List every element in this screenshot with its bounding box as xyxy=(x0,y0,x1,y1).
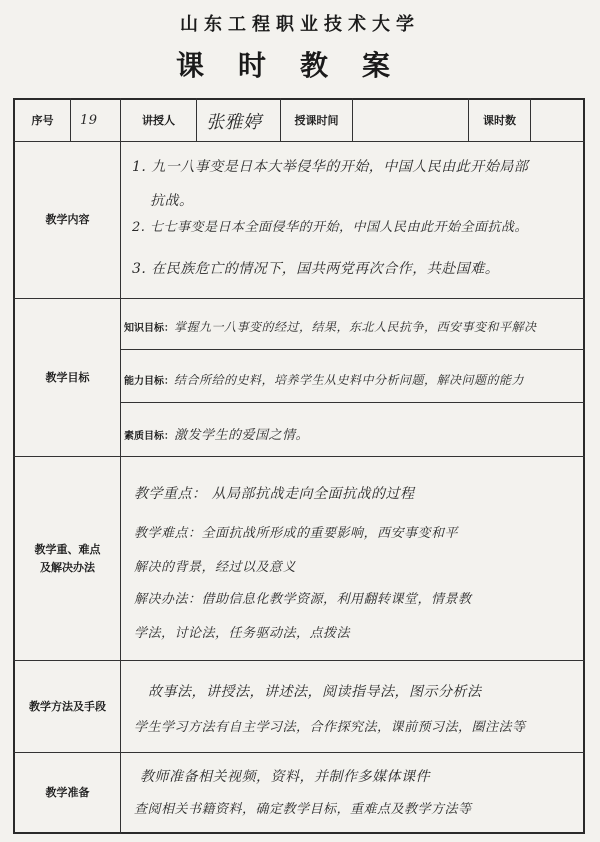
prep-line: 查阅相关书籍资料，确定教学目标，重难点及教学方法等 xyxy=(134,802,472,817)
document-title: 课时教案 xyxy=(175,49,424,82)
keypoints-label-line: 及解决办法 xyxy=(40,560,95,574)
keypoints-line: 教学难点：全面抗战所形成的重要影响，西安事变和平 xyxy=(134,526,459,541)
ability-goal-label: 能力目标： xyxy=(124,376,174,387)
prep-line: 教师准备相关视频，资料，并制作多媒体课件 xyxy=(140,769,430,785)
methods-label: 教学方法及手段 xyxy=(29,699,106,713)
quality-goal-value: 激发学生的爱国之情。 xyxy=(174,428,310,443)
keypoints-line: 解决办法：借助信息化教学资源，利用翻转课堂，情景教 xyxy=(134,592,472,607)
quality-goal-label: 素质目标： xyxy=(124,431,174,442)
methods-line: 故事法，讲授法，讲述法，阅读指导法，图示分析法 xyxy=(148,684,482,700)
knowledge-goal-label: 知识目标： xyxy=(124,323,174,334)
rule-lecturer-divider xyxy=(196,98,197,142)
school-name: 山东工程职业技术大学 xyxy=(180,14,420,35)
knowledge-goal-value: 掌握九一八事变的经过，结果，东北人民抗争，西安事变和平解决 xyxy=(174,320,537,334)
rule-hours-value-divider xyxy=(530,98,531,142)
content-line: 2. 七七事变是日本全面侵华的开始，中国人民由此开始全面抗战。 xyxy=(132,220,529,235)
rule-knowledge-bottom xyxy=(120,349,585,350)
ability-goal xyxy=(124,371,524,388)
rule-seq-divider xyxy=(70,98,71,142)
content-line: 1. 九一八事变是日本大举侵华的开始，中国人民由此开始局部 xyxy=(132,159,529,175)
content-label: 教学内容 xyxy=(45,213,90,226)
keypoints-line: 教学重点： 从局部抗战走向全面抗战的过程 xyxy=(134,486,415,502)
keypoints-label-line: 教学重、难点 xyxy=(34,542,101,556)
keypoints-line: 解决的背景，经过以及意义 xyxy=(134,560,297,575)
seq-value: 19 xyxy=(80,113,98,128)
rule-ability-bottom xyxy=(120,402,585,403)
content-line: 抗战。 xyxy=(150,193,194,209)
time-label: 授课时间 xyxy=(294,113,339,127)
lecturer-label: 讲授人 xyxy=(142,113,175,127)
hours-label: 课时数 xyxy=(483,113,516,127)
knowledge-goal xyxy=(124,318,537,335)
content-line: 3. 在民族危亡的情况下，国共两党再次合作，共赴国难。 xyxy=(132,261,500,277)
lecturer-value: 张雅婷 xyxy=(206,112,262,133)
keypoints-label xyxy=(15,457,120,660)
seq-label: 序号 xyxy=(31,113,54,127)
keypoints-line: 学法，讨论法，任务驱动法，点拨法 xyxy=(134,626,351,641)
rule-label-column xyxy=(120,98,121,834)
goals-label: 教学目标 xyxy=(45,370,90,384)
rule-time-value-divider xyxy=(352,98,353,142)
methods-line: 学生学习方法有自主学习法，合作探究法，课前预习法，圈注法等 xyxy=(134,720,526,735)
quality-goal xyxy=(124,424,309,443)
ability-goal-value: 结合所给的史料，培养学生从史料中分析问题，解决问题的能力 xyxy=(174,373,525,387)
prep-label: 教学准备 xyxy=(45,786,90,799)
